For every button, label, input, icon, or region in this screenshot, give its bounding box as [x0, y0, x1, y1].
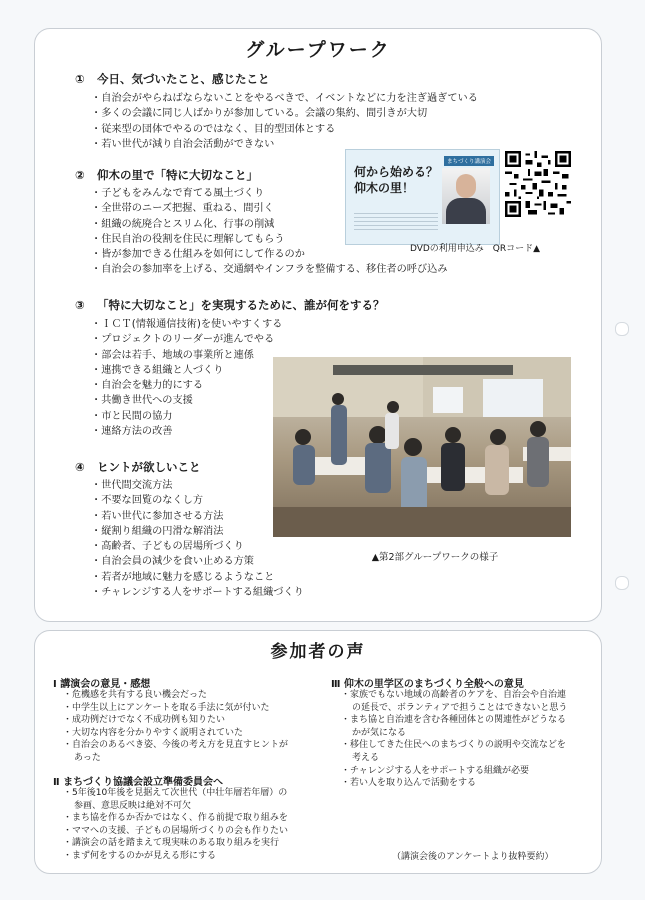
section-4-heading: ④ ヒントが欲しいこと: [75, 460, 201, 474]
list-item: ・ 連携できる組織と人づくり: [91, 363, 282, 378]
list-item: ・ 部会は若手、地域の事業所と連係: [91, 348, 282, 363]
list-item: ・ 市と民間の協力: [91, 409, 282, 424]
list-item: ・ ママへの支援、子どもの居場所づくりの会も作りたい: [63, 825, 288, 838]
voice-section-3-list: [341, 689, 567, 790]
photo-caption: ▲第2部グループワークの様子: [371, 552, 499, 563]
dvd-caption: DVDの利用申込み QRコード▲: [409, 244, 541, 254]
section-4-list: [91, 478, 304, 600]
list-item: ・ チャレンジする人をサポートする組織が必要: [341, 765, 567, 778]
list-item: ・ 若者が地域に魅力を感じるようなこと: [91, 570, 304, 585]
voice-section-2-list: [63, 787, 288, 863]
voice-section-1-list: [63, 689, 288, 765]
list-item: ・ 若い世代に参加させる方法: [91, 509, 304, 524]
voice-section-3-heading: Ⅲ 仰木の里学区のまちづくり全般への意見: [331, 679, 524, 690]
list-item: ・ 自治会がやらねばならないことをやるべきで、イベントなどに力を注ぎ過ぎている: [91, 91, 478, 106]
list-item: ・ 住民自治の役割を住民に理解してもらう: [91, 232, 448, 247]
dvd-flyer-image: [345, 149, 500, 245]
group-work-title: グループワーク: [245, 39, 391, 61]
list-item: ・ 5年後10年後を見据えて次世代（中壮年層若年層）の: [63, 787, 288, 800]
list-item: ・ 全世帯のニーズ把握、重ねる、間引く: [91, 201, 448, 216]
list-item: ・ 危機感を共有する良い機会だった: [63, 689, 288, 702]
list-item: 参画、意思反映は絶対不可欠: [74, 800, 192, 811]
voice-section-2-heading: Ⅱ まちづくり協議会設立準備委員会へ: [53, 777, 223, 788]
list-item: ・ 若い人を取り込んで活動をする: [341, 777, 567, 790]
list-item: ・ 多くの会議に同じ人ばかりが参加している。会議の集約、間引きが大切: [91, 106, 478, 121]
list-item: ・ 組織の統廃合とスリム化、行事の削減: [91, 217, 448, 232]
flyer-tag: まちづくり講演会: [444, 156, 494, 166]
list-item: ・ 皆が参加できる仕組みを如何にして作るのか: [91, 247, 448, 262]
list-item: ・ ＩＣＴ(情報通信技術)を使いやすくする: [91, 317, 282, 332]
list-item: の延長で、ボランティアで担うことはできないと思う: [352, 702, 568, 713]
list-item: ・ まち協と自治連を含む各種団体との関連性がどうなる: [341, 714, 567, 727]
group-work-photo: [273, 357, 571, 537]
voices-title: 参加者の声: [270, 642, 366, 662]
list-item: ・ 自治会を魅力的にする: [91, 378, 282, 393]
section-1-heading: ① 今日、気づいたこと、感じたこと: [75, 72, 270, 86]
list-item: ・ チャレンジする人をサポートする組織づくり: [91, 585, 304, 600]
list-item: ・ 自治会のあるべき姿、今後の考え方を見直すヒントが: [63, 739, 288, 752]
list-item: ・ 自治会の参加率を上げる、交通網やインフラを整備する、移住者の呼び込み: [91, 262, 448, 277]
section-3-list: [91, 317, 282, 439]
list-item: ・ 従来型の団体でやるのではなく、目的型団体とする: [91, 122, 478, 137]
list-item: 考える: [352, 752, 380, 763]
section-2-heading: ② 仰木の里で「特に大切なこと」: [75, 168, 258, 182]
list-item: ・ 若い世代が減り自治会活動ができない: [91, 137, 478, 152]
voice-section-1-heading: Ⅰ 講演会の意見・感想: [53, 679, 151, 690]
list-item: ・ 世代間交流方法: [91, 478, 304, 493]
section-3-heading: ③ 「特に大切なこと」を実現するために、誰が何をする？: [75, 298, 385, 312]
list-item: ・ 共働き世代への支援: [91, 393, 282, 408]
flyer-headline: 何から始める？ 仰木の里！: [354, 165, 439, 195]
list-item: ・ まず何をするのかが見える形にする: [63, 850, 288, 863]
list-item: ・ 子どもをみんなで育てる風土づくり: [91, 186, 448, 201]
list-item: ・ まち協を作るか否かではなく、作る前提で取り組みを: [63, 812, 288, 825]
punch-hole: [615, 576, 629, 590]
list-item: ・ 自治会員の減少を食い止める方策: [91, 554, 304, 569]
participant-voices-panel: [34, 630, 602, 874]
qr-code-icon[interactable]: [505, 151, 571, 217]
list-item: ・ 不要な回覧のなくし方: [91, 493, 304, 508]
list-item: かが気になる: [352, 727, 407, 738]
list-item: ・ 縦割り組織の円滑な解消法: [91, 524, 304, 539]
punch-hole: [615, 322, 629, 336]
list-item: ・ 家族でもない地域の高齢者のケアを、自治会や自治連: [341, 689, 567, 702]
list-item: ・ 講演会の話を踏まえて現実味のある取り組みを実行: [63, 837, 288, 850]
survey-note: （講演会後のアンケートより抜粋要約）: [392, 852, 554, 862]
list-item: ・ 成功例だけでなく不成功例も知りたい: [63, 714, 288, 727]
list-item: ・ 連絡方法の改善: [91, 424, 282, 439]
list-item: ・ 大切な内容を分かりやすく説明されていた: [63, 727, 288, 740]
list-item: ・ 高齢者、子どもの居場所づくり: [91, 539, 304, 554]
flyer-small-text: [354, 210, 438, 232]
list-item: ・ 移住してきた住民へのまちづくりの説明や交流などを: [341, 739, 567, 752]
section-1-list: [91, 91, 478, 152]
list-item: あった: [74, 752, 101, 763]
list-item: ・ 中学生以上にアンケートを取る手法に気が付いた: [63, 702, 288, 715]
list-item: ・ プロジェクトのリーダーが進んでやる: [91, 332, 282, 347]
speaker-photo: [442, 168, 490, 224]
group-work-panel: [34, 28, 602, 622]
